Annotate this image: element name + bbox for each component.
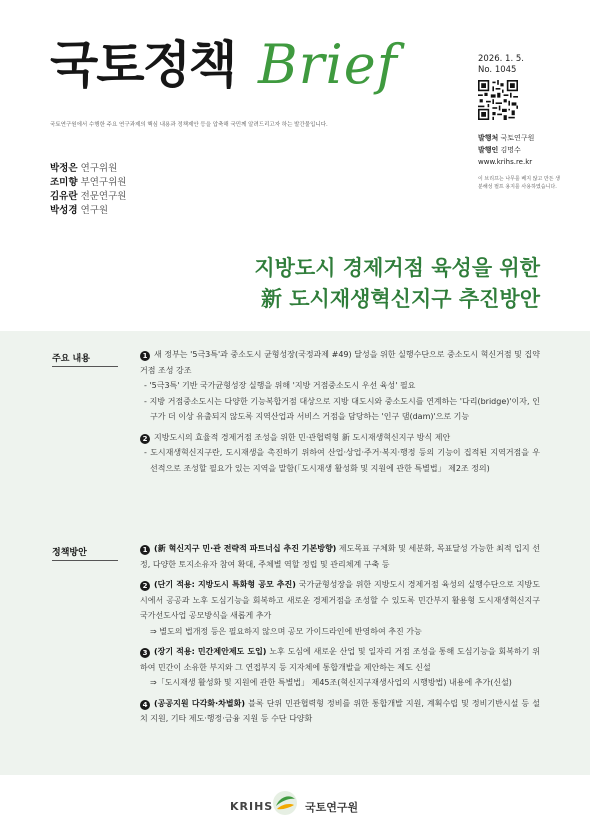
website-link[interactable]: www.krihs.re.kr — [478, 158, 533, 166]
publisher-info — [478, 132, 534, 168]
summary-body — [140, 347, 540, 481]
issue-date: 2026. 1. 5. — [478, 54, 524, 64]
summary-sub: - 도시재생혁신지구란, 도시재생을 촉진하기 위하여 산업·상업·주거·복지·행정 등의 기능이 집적된 지역거점을 우선적으로 조성할 필요가 있는 지역을 말함(「도시재생 활성화 및 지원에 관한 특별법」 제2조 정의) — [144, 448, 540, 473]
number-badge-icon: 3 — [140, 648, 150, 658]
title-line-2: 新 도시재생혁신지구 추진방안 — [260, 287, 540, 311]
summary-item: 2 지방도시의 효율적 경제거점 조성을 위한 민·관협력형 新 도시재생혁신지구 방식 제안 - 도시재생혁신지구란, 도시재생을 촉진하기 위하여 산업·상업·주거·복지·행정 등의 기능이 집적된 지역거점을 우선적으로 조성할 필요가 있는 지역을 말함(「도시재생 활성화 및 지원에 관한 특별법」 제2조 정의) — [140, 430, 540, 477]
krihs-logo-icon — [272, 790, 298, 816]
policy-arrow-note: ⇒「도시재생 활성화 및 지원에 관한 특별법」 제45조(혁신지구재생사업의 시행방법) 내용에 추가(신설) — [150, 678, 512, 687]
issue-number: No. 1045 — [478, 65, 517, 75]
number-badge-icon: 1 — [140, 545, 150, 555]
policy-item: 3 (장기 적용: 민간제안제도 도입) 노후 도심에 새로운 산업 및 일자리 거점 조성을 통해 도심기능을 회복하기 위하여 민간이 소유한 부지와 그 연접부지 등 지자체에 통합개발을 제안하는 제도 신설 ⇒「도시재생 활성화 및 지원에 관한 특별법」 제45조(혁신지구재생사업의 시행방법) 내용에 추가(신설) — [140, 644, 540, 691]
number-badge-icon: 2 — [140, 581, 150, 591]
policy-item: 4 (공공지원 다각화·차별화) 블록 단위 민관협력형 정비를 위한 통합개발 지원, 계획수립 및 정비기반시설 등 설치 지원, 기타 제도·행정·금융 지원 등 수단 다양화 — [140, 698, 540, 723]
number-badge-icon: 1 — [140, 351, 150, 361]
issue-info — [478, 54, 524, 76]
summary-divider — [52, 366, 118, 367]
policy-heading: 정책방안 — [52, 548, 87, 558]
author: 박성경 연구원 — [50, 205, 109, 216]
masthead-tagline: 국토연구원에서 수행한 주요 연구과제의 핵심 내용과 정책제안 등을 압축해 국민께 알려드리고자 하는 발간물입니다. — [50, 122, 328, 128]
policy-divider — [52, 560, 118, 561]
policy-arrow-note: ⇒ 별도의 법개정 등은 필요하지 않으며 공모 가이드라인에 반영하여 추진 가능 — [150, 626, 422, 636]
masthead-script: Brief — [258, 33, 398, 96]
summary-item: 1 새 정부는 '5극3특'과 중소도시 균형성장(국정과제 #49) 달성을 위한 실행수단으로 중소도시 혁신거점 및 집약거점 조성 강조 - '5극3특' 기반 국가균형성장 실행을 위해 '지방 거점중소도시 우선 육성' 필요 - 지방 거점중소도시는 다양한 기능복합거점 대상으로 지방 대도시와 중소도시를 연계하는 '다리(bridge)'이자, 인구가 더 이상 유출되지 않도록 지역산업과 서비스 거점을 담당하는 '인구 댐(dam)'으로 기능 — [140, 347, 540, 425]
summary-sub: - 지방 거점중소도시는 다양한 기능복합거점 대상으로 지방 대도시와 중소도시를 연계하는 '다리(bridge)'이자, 인구가 더 이상 유출되지 않도록 지역산업과 서비스 거점을 담당하는 '인구 댐(dam)'으로 기능 — [144, 396, 540, 421]
summary-sub: - '5극3특' 기반 국가균형성장 실행을 위해 '지방 거점중소도시 우선 육성' 필요 — [144, 381, 416, 390]
number-badge-icon: 2 — [140, 434, 150, 444]
summary-heading: 주요 내용 — [52, 354, 90, 364]
qr-code-icon[interactable] — [478, 80, 518, 120]
title-line-1: 지방도시 경제거점 육성을 위한 — [254, 256, 540, 280]
number-badge-icon: 4 — [140, 700, 150, 710]
publisher-row: 발행처 국토연구원 — [478, 134, 535, 142]
page-title — [0, 253, 540, 315]
author: 조미향 부연구위원 — [50, 177, 127, 188]
author-list — [50, 162, 126, 218]
paper-note: 이 브리프는 나무를 베지 않고 만든 생분해성 펄프 용지를 사용하였습니다. — [478, 176, 560, 190]
krihs-wordmark: KRIHS — [230, 800, 274, 813]
masthead-brand: 국토정책 — [50, 36, 236, 94]
author: 박정은 연구위원 — [50, 163, 118, 174]
org-name: 국토연구원 — [305, 801, 359, 814]
issuer-row: 발행인 김명수 — [478, 146, 521, 154]
policy-body — [140, 541, 540, 732]
policy-item: 1 (新 혁신지구 민·관 전략적 파트너십 추진 기본방향) 제도목표 구체화 및 세분화, 목표달성 가능한 최적 입지 선정, 다양한 토지소유자 참여 확대, 주체별 역할 정립 및 관리체계 구축 등 — [140, 544, 540, 569]
author: 김유란 전문연구원 — [50, 191, 127, 202]
policy-item: 2 (단기 적용: 지방도시 특화형 공모 추진) 국가균형성장을 위한 지방도시 경제거점 육성의 실행수단으로 지방도시에서 공공과 노후 도심기능을 회복하고 새로운 경제거점을 조성할 수 있도록 민간부지 활용형 도시재생혁신지구 국가선도사업 공모방식을 새롭게 추가 ⇒ 별도의 법개정 등은 필요하지 않으며 공모 가이드라인에 반영하여 추진 가능 — [140, 577, 540, 639]
